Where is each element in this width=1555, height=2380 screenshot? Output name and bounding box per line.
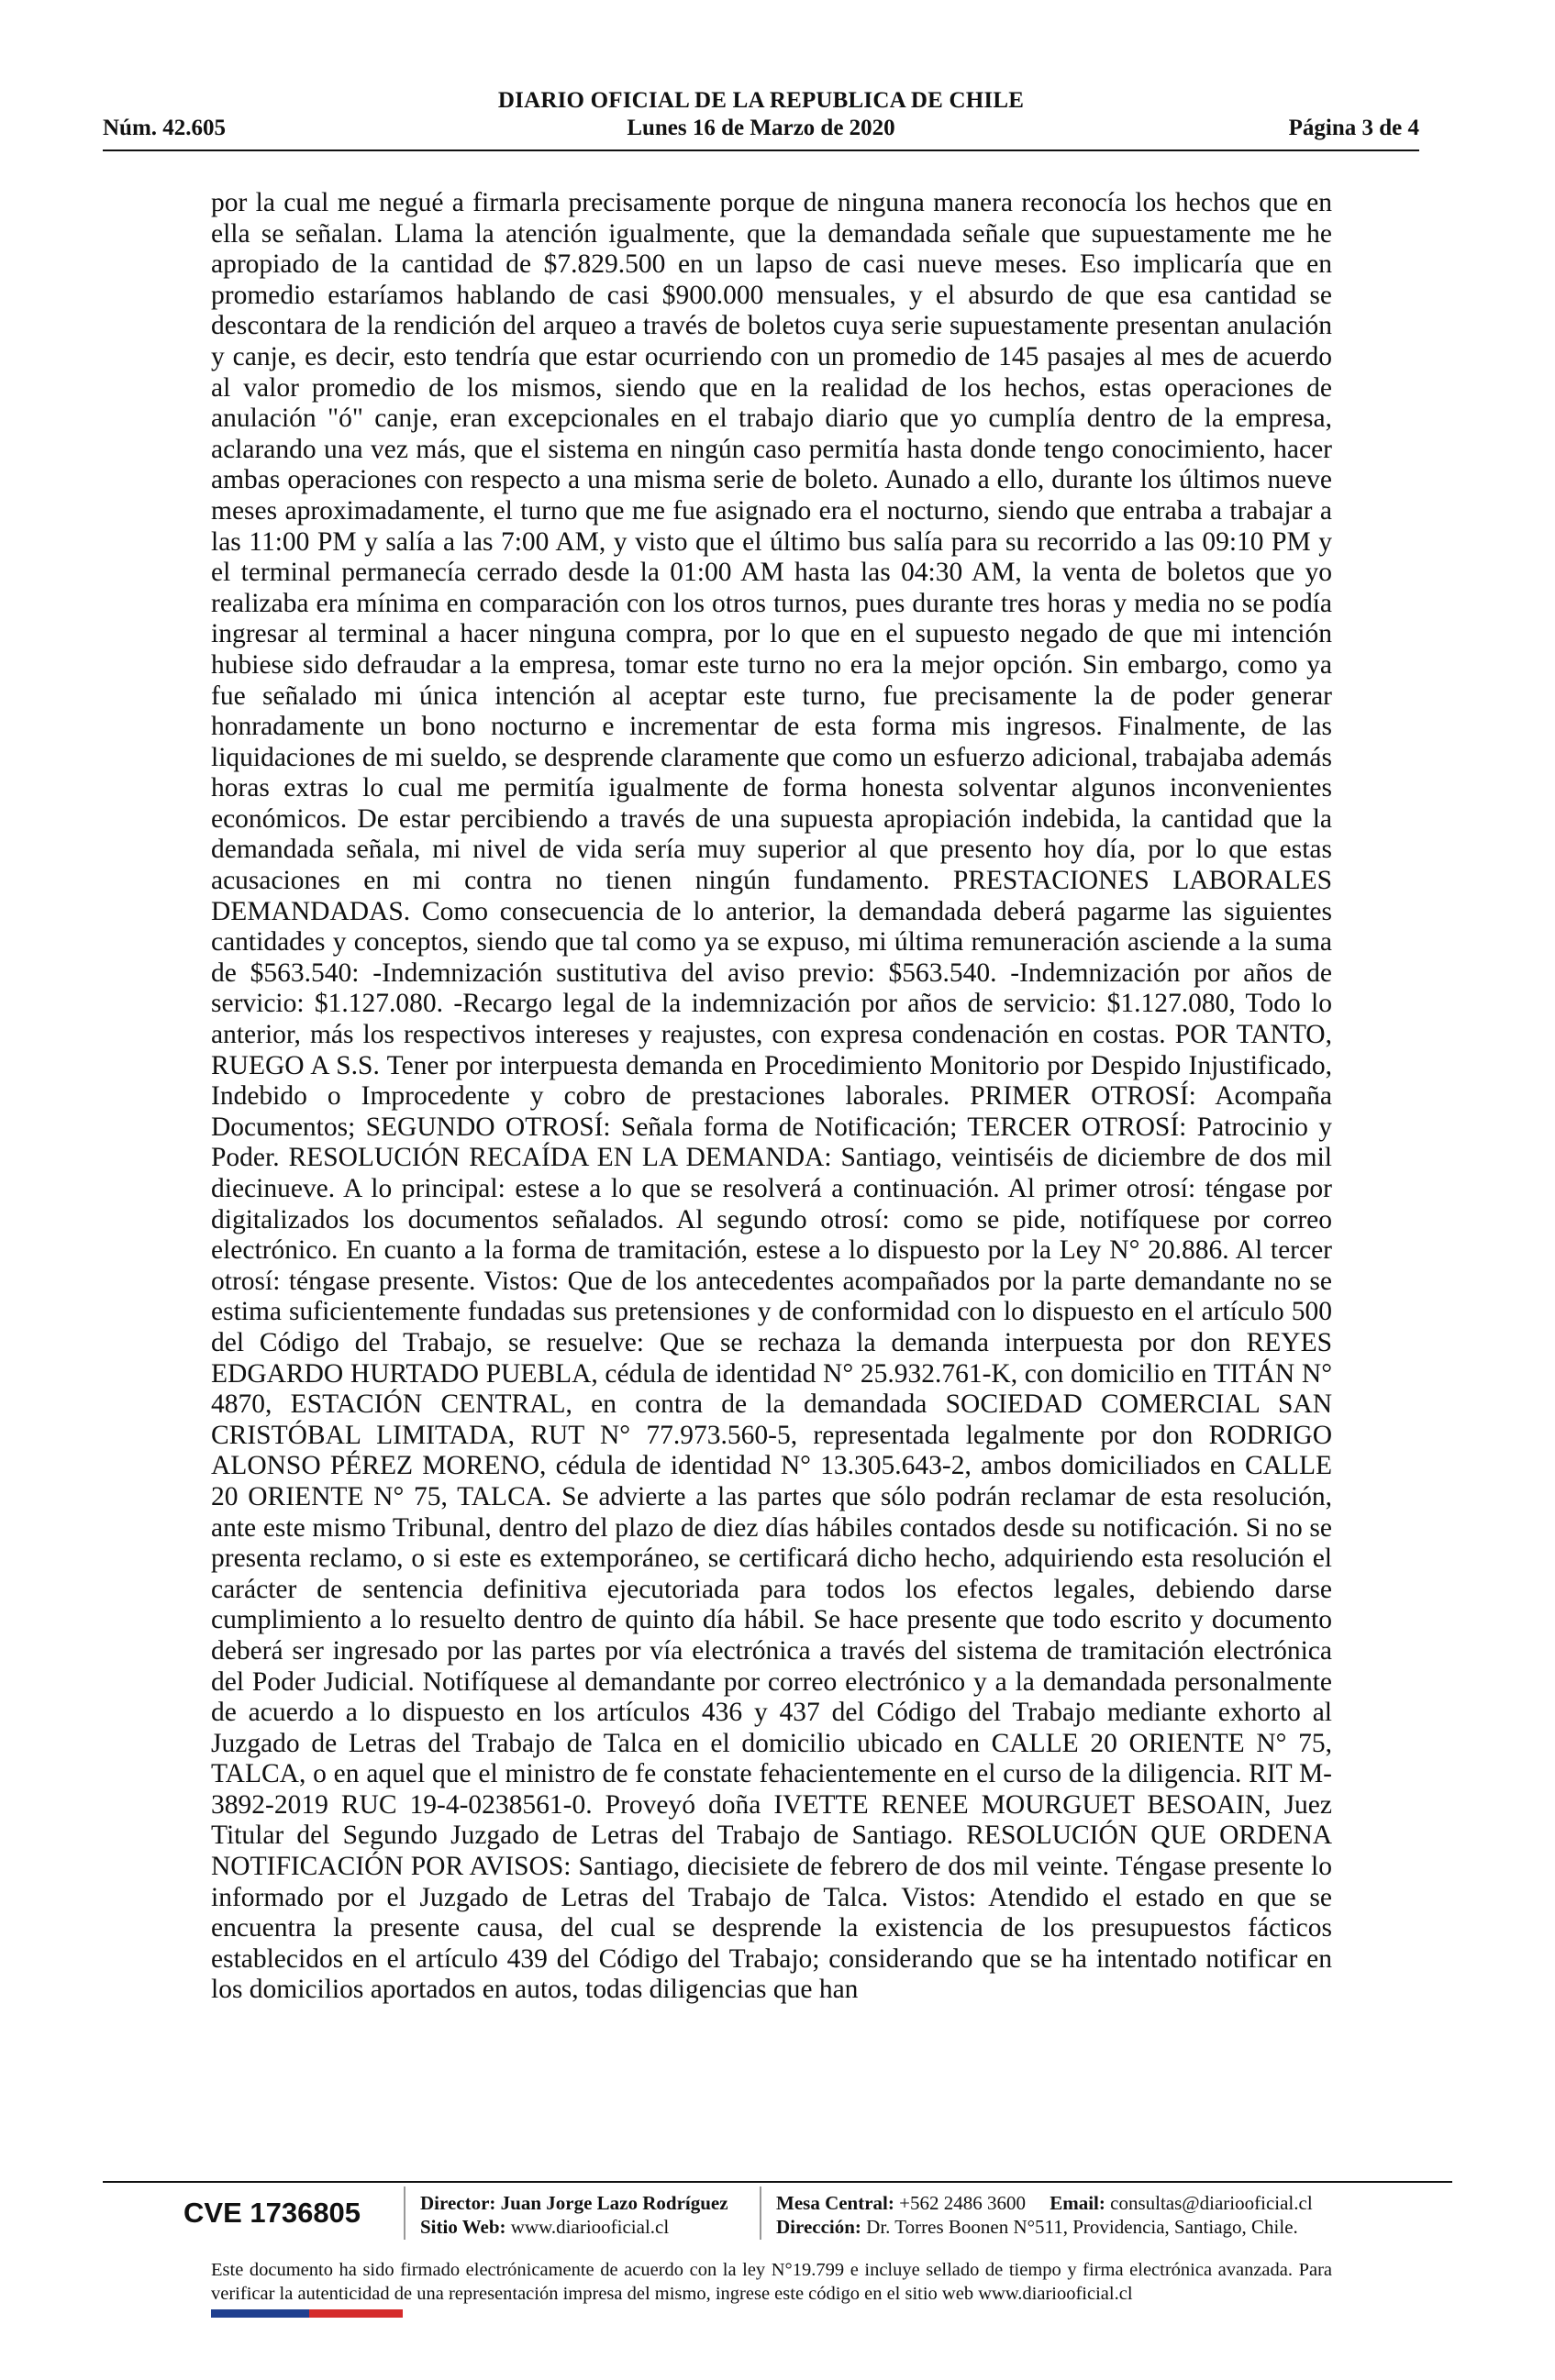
issue-date: Lunes 16 de Marzo de 2020 (627, 116, 895, 140)
header-divider (103, 149, 1419, 151)
footer-contact-block (776, 2191, 1313, 2239)
email-label: Email: (1050, 2192, 1105, 2214)
footer-divider (103, 2181, 1452, 2183)
website-line (420, 2215, 728, 2239)
phone-label: Mesa Central: (776, 2192, 894, 2214)
address-value: Dr. Torres Boonen N°511, Providencia, Santiago, Chile. (866, 2216, 1298, 2238)
cve-code: CVE 1736805 (183, 2197, 361, 2229)
director-name: Juan Jorge Lazo Rodríguez (500, 2192, 728, 2214)
document-body: por la cual me negué a firmarla precisamente porque de ninguna manera reconocía los hechos que en ella se señalan. Llama la atención igualmente, que la demandada señale que supuestamente me he apropiado de la cantidad de $7.829.500 en un lapso de casi nueve meses. Eso implicaría que en promedio estaríamos hablando de casi $900.000 mensuales, y el absurdo de que esa cantidad se descontara de la rendición del arqueo a través de boletos cuya serie supuestamente presentan anulación y canje, es decir, esto tendría que estar ocurriendo con un promedio de 145 pasajes al mes de acuerdo al valor promedio de los mismos, siendo que en la realidad de los hechos, estas operaciones de anulación "ó" canje, eran excepcionales en el trabajo diario que yo cumplía dentro de la empresa, aclarando una vez más, que el sistema en ningún caso permitía hasta donde tengo conocimiento, hacer ambas operaciones con respecto a una misma serie de boleto. Aunado a ello, durante los últimos nueve meses aproximadamente, el turno que me fue asignado era el nocturno, siendo que entraba a trabajar a las 11:00 PM y salía a las 7:00 AM, y visto que el último bus salía para su recorrido a las 09:10 PM y el terminal permanecía cerrado desde la 01:00 AM hasta las 04:30 AM, la venta de boletos que yo realizaba era mínima en comparación con los otros turnos, pues durante tres horas y media no se podía ingresar al terminal a hacer ninguna compra, por lo que en el supuesto negado de que mi intención hubiese sido defraudar a la empresa, tomar este turno no era la mejor opción. Sin embargo, como ya fue señalado mi única intención al aceptar este turno, fue precisamente la de poder generar honradamente un bono nocturno e incrementar de esta forma mis ingresos. Finalmente, de las liquidaciones de mi sueldo, se desprende claramente que como un esfuerzo adicional, trabajaba además horas extras lo cual me permitía igualmente de forma honesta solventar algunos inconvenientes económicos. De estar percibiendo a través de una supuesta apropiación indebida, la cantidad que la demandada señala, mi nivel de vida sería muy superior al que presento hoy día, por lo que estas acusaciones en mi contra no tienen ningún fundamento. PRESTACIONES LABORALES DEMANDADAS. Como consecuencia de lo anterior, la demandada deberá pagarme las siguientes cantidades y conceptos, siendo que tal como ya se expuso, mi última remuneración asciende a la suma de $563.540: -Indemnización sustitutiva del aviso previo: $563.540. -Indemnización por años de servicio: $1.127.080. -Recargo legal de la indemnización por años de servicio: $1.127.080, Todo lo anterior, más los respectivos intereses y reajustes, con expresa condenación en costas. POR TANTO, RUEGO A S.S. Tener por interpuesta demanda en Procedimiento Monitorio por Despido Injustificado, Indebido o Improcedente y cobro de prestaciones laborales. PRIMER OTROSÍ: Acompaña Documentos; SEGUNDO OTROSÍ: Señala forma de Notificación; TERCER OTROSÍ: Patrocinio y Poder. RESOLUCIÓN RECAÍDA EN LA DEMANDA: Santiago, veintiséis de diciembre de dos mil diecinueve. A lo principal: estese a lo que se resolverá a continuación. Al primer otrosí: téngase por digitalizados los documentos señalados. Al segundo otrosí: como se pide, notifíquese por correo electrónico. En cuanto a la forma de tramitación, estese a lo dispuesto por la Ley N° 20.886. Al tercer otrosí: téngase presente. Vistos: Que de los antecedentes acompañados por la parte demandante no se estima suficientemente fundadas sus pretensiones y de conformidad con lo dispuesto en el artículo 500 del Código del Trabajo, se resuelve: Que se rechaza la demanda interpuesta por don REYES EDGARDO HURTADO PUEBLA, cédula de identidad N° 25.932.761-K, con domicilio en TITÁN N° 4870, ESTACIÓN CENTRAL, en contra de la demandada SOCIEDAD COMERCIAL SAN CRISTÓBAL LIMITADA, RUT N° 77.973.560-5, representada legalmente por don RODRIGO ALONSO PÉREZ MORENO, cédula de identidad N° 13.305.643-2, ambos domiciliados en CALLE 20 ORIENTE N° 75, TALCA. Se advierte a las partes que sólo podrán reclamar de esta resolución, ante este mismo Tribunal, dentro del plazo de diez días hábiles contados desde su notificación. Si no se presenta reclamo, o si este es extemporáneo, se certificará dicho hecho, adquiriendo esta resolución el carácter de sentencia definitiva ejecutoriada para todos los efectos legales, debiendo darse cumplimiento a lo resuelto dentro de quinto día hábil. Se hace presente que todo escrito y documento deberá ser ingresado por las partes por vía electrónica a través del sistema de tramitación electrónica del Poder Judicial. Notifíquese al demandante por correo electrónico y a la demandada personalmente de acuerdo a lo dispuesto en los artículos 436 y 437 del Código del Trabajo mediante exhorto al Juzgado de Letras del Trabajo de Talca en el domicilio ubicado en CALLE 20 ORIENTE N° 75, TALCA, o en aquel que el ministro de fe constate fehacientemente en el curso de la diligencia. RIT M-3892-2019 RUC 19-4-0238561-0. Proveyó doña IVETTE RENEE MOURGUET BESOAIN, Juez Titular del Segundo Juzgado de Letras del Trabajo de Santiago. RESOLUCIÓN QUE ORDENA NOTIFICACIÓN POR AVISOS: Santiago, diecisiete de febrero de dos mil veinte. Téngase presente lo informado por el Juzgado de Letras del Trabajo de Talca. Vistos: Atendido el estado en que se encuentra la presente causa, del cual se desprende la existencia de los presupuestos fácticos establecidos en el artículo 439 del Código del Trabajo; considerando que se ha intentado notificar en los domicilios aportados en autos, todas diligencias que han (211, 188, 1332, 2005)
flag-bar-red (309, 2309, 403, 2318)
director-label: Director: (420, 2192, 496, 2214)
website-link[interactable]: www.diariooficial.cl (510, 2216, 670, 2238)
footer-separator (760, 2186, 761, 2240)
address-line (776, 2215, 1313, 2239)
contact-line (776, 2191, 1313, 2215)
address-label: Dirección: (776, 2216, 861, 2238)
signature-notice: Este documento ha sido firmado electrónicamente de acuerdo con la ley N°19.799 e incluye sellado de tiempo y firma electrónica avanzada. Para verificar la autenticidad de una representación impresa del mismo, ingrese este código en el sitio web www.diariooficial.cl (211, 2260, 1332, 2304)
phone-value: +562 2486 3600 (899, 2192, 1026, 2214)
email-link[interactable]: consultas@diariooficial.cl (1110, 2192, 1313, 2214)
footer-separator (404, 2186, 405, 2240)
publication-title: DIARIO OFICIAL DE LA REPUBLICA DE CHILE (497, 88, 1025, 113)
page-header (103, 88, 1419, 145)
website-label: Sitio Web: (420, 2216, 506, 2238)
page-number: Página 3 de 4 (1288, 116, 1419, 140)
footer-director-block (420, 2191, 728, 2239)
issue-number: Núm. 42.605 (103, 116, 227, 140)
flag-bar-blue (211, 2309, 309, 2318)
director-line (420, 2191, 728, 2215)
